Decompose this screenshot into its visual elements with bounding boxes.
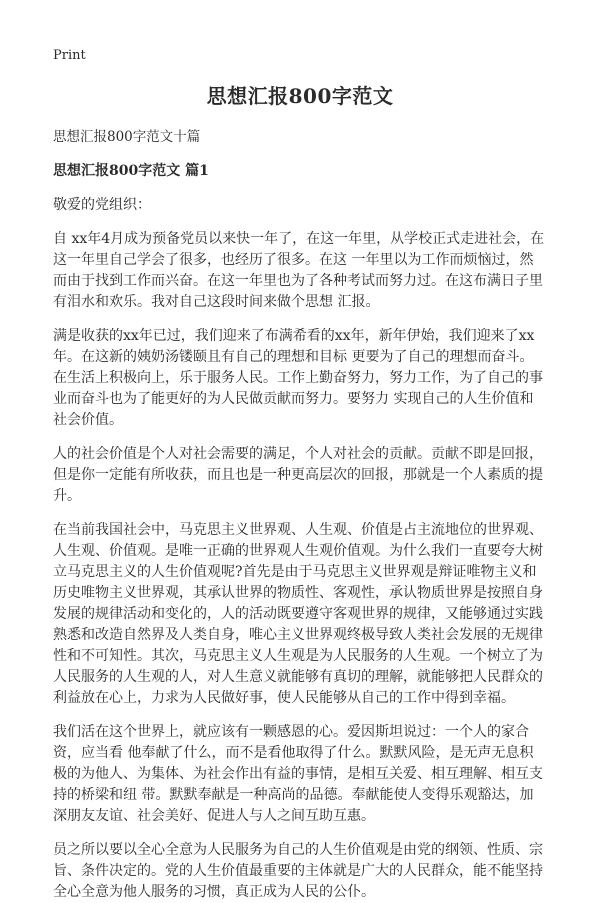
page-title: 思想汇报800字范文 (206, 84, 394, 108)
paragraph: 满是收获的xx年已过，我们迎来了布满希看的xx年，新年伊始，我们迎来了xx年。在这新的姨奶汤镂颐且有自己的理想和目标 更要为了自己的理想而奋斗。在生活上积极向上，乐于服务人民。工作上勤奋努力，努力工作，为了自己的事业而奋斗也为了能更好的为人民做贡献而努力。要努力 实现自己的人生价值和社会价值。 (53, 328, 543, 428)
paragraph: 在当前我国社会中，马克思主义世界观、人生观、价值是占主流地位的世界观、人生观、价值观。是唯一正确的世界观人生观价值观。为什么我们一直要夸大树立马克思主义的人生价值观呢?首先是由于马克思主义世界观是辩证唯物主义和历史唯物主义世界观，其承认世界的物质性、客观性，承认物质世界是按照自身发展的规律活动和变化的，人的活动既要遵守客观世界的规律，又能够通过实践熟悉和改造自然界及人类自身，唯心主义世界观终极导致人类社会发展的无规律性和不可知性。其次，马克思主义人生观是为人民服务的人生观。一个树立了为人民服务的人生观的人，对人生意义就能够有真切的理解，就能够把人民群众的利益放在心上，力求为人民做好事，使人民能够从自己的工作中得到幸福。 (53, 522, 543, 706)
paragraph: 人的社会价值是个人对社会需要的满足，个人对社会的贡献。贡献不即是回报，但是你一定能有所收获，而且也是一种更高层次的回报，那就是一个人素质的提升。 (53, 446, 543, 504)
paragraph: 我们活在这个世界上，就应该有一颗感恩的心。爱因斯坦说过：一个人的家合资，应当看 他奉献了什么，而不是看他取得了什么。默默风险，是无声无息积极的为他人、为集体、为社会作出有益的事情，是相互关爱、相互理解、相互支持的桥梁和纽 带。默默奉献是一种高尚的品德。奉献能使人变得乐观豁达，加深朋友友谊、社会美好、促进人与人之间互助互惠。 (53, 724, 543, 824)
document-subtitle: 思想汇报800字范文十篇 (53, 129, 201, 145)
section-heading: 思想汇报800字范文 篇1 (53, 163, 209, 179)
print-link[interactable]: Print (53, 48, 86, 63)
salutation-line: 敬爱的党组织： (53, 197, 151, 213)
paragraph: 自 xx年4月成为预备党员以来快一年了，在这一年里，从学校正式走进社会，在这一年里自己学会了很多，也经历了很多。在这 一年里以为工作而烦恼过，然而由于找到工作而兴奋。在这一年里也为了各种考试而努力过。在这布满日子里有泪水和欢乐。我对自己这段时间来做个思想 汇报。 (53, 231, 545, 310)
paragraph: 员之所以要以全心全意为人民服务为自己的人生价值观是由党的纲领、性质、宗旨、条件决定的。党的人生价值最重要的主体就是广大的人民群众，能不能坚持全心全意为他人服务的习惯，真正成为人民的公仆。 (53, 842, 543, 900)
